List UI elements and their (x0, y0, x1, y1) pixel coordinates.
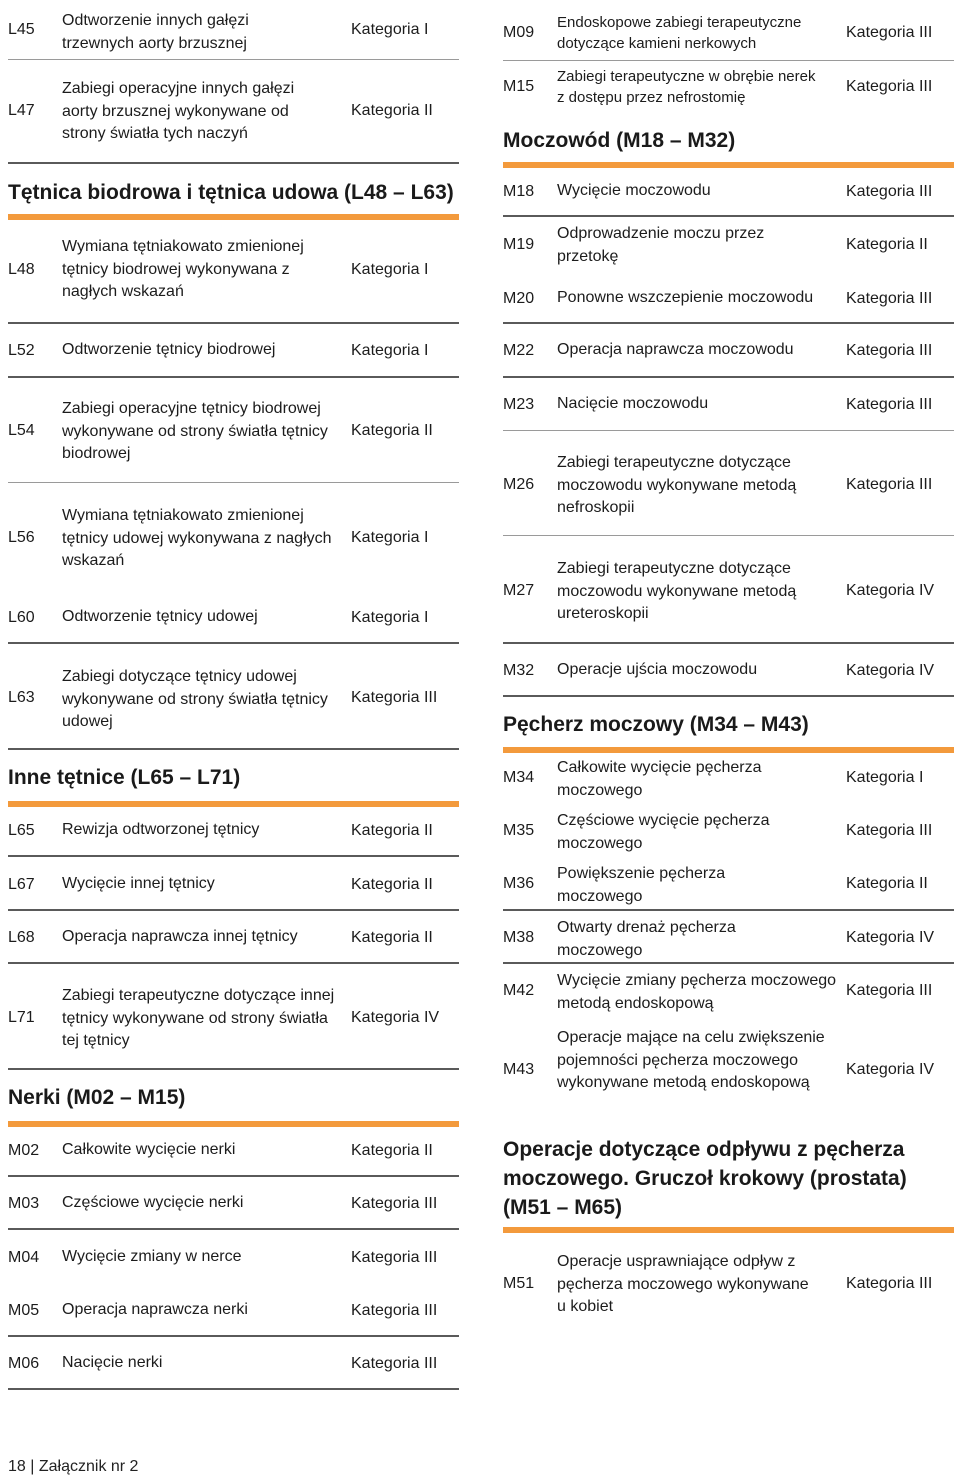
section-heading: Operacje dotyczące odpływu z pęcherza moczowego. Gruczoł krokowy (prostata) (M51 – M65) (503, 1138, 907, 1219)
procedure-category: Kategoria I (351, 261, 429, 278)
procedure-category: Kategoria I (351, 609, 429, 626)
section-divider (8, 1228, 459, 1230)
section-accent-bar (8, 214, 459, 220)
procedure-category: Kategoria III (351, 689, 438, 706)
procedure-description: Całkowite wycięcie pęcherza moczowego (557, 759, 762, 799)
section-divider (8, 855, 459, 857)
procedure-category: Kategoria IV (846, 662, 935, 679)
section-divider (8, 748, 459, 750)
procedure-description: Endoskopowe zabiegi terapeutyczne dotyczące kamieni nerkowych (557, 14, 802, 52)
section-divider (8, 909, 459, 911)
procedure-description: Operacja naprawcza moczowodu (557, 341, 794, 358)
procedure-description: Powiększenie pęcherza moczowego (557, 865, 726, 905)
section-divider (8, 322, 459, 324)
procedure-code: M02 (8, 1142, 40, 1159)
procedure-code: L63 (8, 689, 35, 706)
section-accent-bar (8, 801, 459, 807)
procedure-category: Kategoria I (846, 769, 924, 786)
procedure-code: M03 (8, 1195, 40, 1212)
procedure-description: Odtworzenie tętnicy udowej (62, 608, 258, 625)
section-heading: Pęcherz moczowy (M34 – M43) (503, 713, 809, 736)
section-divider (8, 1068, 459, 1070)
procedure-code: L47 (8, 102, 35, 119)
procedure-code: M35 (503, 822, 535, 839)
procedure-code: L67 (8, 876, 35, 893)
procedure-description: Częściowe wycięcie nerki (62, 1194, 244, 1211)
section-accent-bar (503, 747, 954, 753)
section-divider (503, 322, 954, 324)
row-divider (8, 59, 459, 60)
procedure-code: M43 (503, 1061, 535, 1078)
procedure-code: M51 (503, 1275, 535, 1292)
procedure-category: Kategoria III (846, 476, 933, 493)
procedure-code: M27 (503, 582, 535, 599)
procedure-description: Wycięcie zmiany pęcherza moczowego metodą endoskopową (557, 972, 837, 1012)
procedure-category: Kategoria IV (351, 1009, 440, 1026)
procedure-category: Kategoria III (846, 78, 933, 95)
section-heading: Inne tętnice (L65 – L71) (8, 766, 241, 789)
procedure-description: Operacje mające na celu zwiększenie pojemności pęcherza moczowego wykonywane metodą endoskopową (557, 1029, 825, 1091)
procedure-code: L71 (8, 1009, 35, 1026)
procedure-category: Kategoria II (351, 822, 433, 839)
procedure-category: Kategoria II (351, 422, 433, 439)
procedure-code: M38 (503, 929, 535, 946)
procedure-description: Nacięcie moczowodu (557, 395, 709, 412)
procedure-category: Kategoria IV (846, 929, 935, 946)
procedure-code: L68 (8, 929, 35, 946)
section-divider (8, 1335, 459, 1337)
section-accent-bar (503, 162, 954, 168)
procedure-category: Kategoria III (846, 290, 933, 307)
procedure-description: Nacięcie nerki (62, 1354, 163, 1371)
procedure-code: M06 (8, 1355, 40, 1372)
procedure-category: Kategoria II (351, 1142, 433, 1159)
section-heading: Nerki (M02 – M15) (8, 1086, 186, 1109)
page-number: 18 (8, 1458, 26, 1475)
procedure-description: Ponowne wszczepienie moczowodu (557, 289, 814, 306)
section-divider (503, 962, 954, 964)
procedure-code: M18 (503, 183, 535, 200)
procedure-category: Kategoria III (351, 1195, 438, 1212)
procedure-category: Kategoria III (351, 1249, 438, 1266)
procedure-category: Kategoria III (846, 24, 933, 41)
section-divider (503, 909, 954, 911)
procedure-code: M09 (503, 24, 535, 41)
procedure-description: Operacja naprawcza innej tętnicy (62, 928, 298, 945)
procedure-code: M36 (503, 875, 535, 892)
section-divider (503, 695, 954, 697)
section-divider (8, 1388, 459, 1390)
procedure-category: Kategoria I (351, 529, 429, 546)
section-accent-bar (503, 1227, 954, 1233)
procedure-description: Zabiegi dotyczące tętnicy udowej wykonywane od strony światła tętnicy udowej (62, 668, 328, 730)
procedure-code: L56 (8, 529, 35, 546)
procedure-description: Zabiegi terapeutyczne w obrębie nerek z dostępu przez nefrostomię (557, 68, 816, 106)
procedure-code: L54 (8, 422, 35, 439)
section-divider (503, 215, 954, 217)
procedure-description: Zabiegi operacyjne tętnicy biodrowej wykonywane od strony światła tętnicy biodrowej (62, 400, 328, 462)
procedure-description: Całkowite wycięcie nerki (62, 1141, 236, 1158)
procedure-description: Zabiegi terapeutyczne dotyczące moczowodu wykonywane metodą nefroskopii (557, 454, 797, 516)
section-heading: Tętnica biodrowa i tętnica udowa (L48 – L63) (8, 181, 454, 204)
procedure-category: Kategoria III (846, 982, 933, 999)
procedure-code: M20 (503, 290, 535, 307)
procedure-code: M42 (503, 982, 535, 999)
procedure-description: Zabiegi terapeutyczne dotyczące innej tętnicy wykonywane od strony światła tej tętnicy (62, 987, 335, 1049)
procedure-description: Wycięcie zmiany w nerce (62, 1248, 242, 1265)
row-divider (503, 60, 954, 61)
procedure-code: L65 (8, 822, 35, 839)
procedure-description: Zabiegi terapeutyczne dotyczące moczowodu wykonywane metodą ureteroskopii (557, 560, 797, 622)
procedure-category: Kategoria III (846, 822, 933, 839)
procedure-description: Operacja naprawcza nerki (62, 1301, 248, 1318)
procedure-category: Kategoria I (351, 21, 429, 38)
procedure-category: Kategoria III (846, 183, 933, 200)
procedure-code: M05 (8, 1302, 40, 1319)
section-heading: Moczowód (M18 – M32) (503, 129, 736, 152)
procedure-code: M32 (503, 662, 535, 679)
procedure-code: M22 (503, 342, 535, 359)
procedure-description: Wymiana tętniakowato zmienionej tętnicy biodrowej wykonywana z nagłych wskazań (62, 238, 304, 300)
section-divider (503, 376, 954, 378)
procedure-category: Kategoria III (846, 342, 933, 359)
section-divider (8, 642, 459, 644)
procedure-description: Wycięcie moczowodu (557, 182, 711, 199)
procedure-category: Kategoria II (846, 236, 928, 253)
procedure-category: Kategoria I (351, 342, 429, 359)
procedure-category: Kategoria III (351, 1302, 438, 1319)
row-divider (8, 482, 459, 483)
procedure-code: L48 (8, 261, 35, 278)
section-divider (503, 642, 954, 644)
procedure-description: Odtworzenie innych gałęzi trzewnych aorty brzusznej (62, 12, 249, 52)
procedure-description: Wymiana tętniakowato zmienionej tętnicy udowej wykonywana z nagłych wskazań (62, 507, 332, 569)
procedure-description: Wycięcie innej tętnicy (62, 875, 215, 892)
procedure-code: L45 (8, 21, 35, 38)
page-footer (8, 1458, 138, 1476)
section-divider (8, 376, 459, 378)
procedure-category: Kategoria IV (846, 1061, 935, 1078)
procedure-code: M15 (503, 78, 535, 95)
section-divider (8, 162, 459, 164)
procedure-code: M04 (8, 1249, 40, 1266)
procedure-code: L52 (8, 342, 35, 359)
procedure-description: Otwarty drenaż pęcherza moczowego (557, 919, 736, 959)
row-divider (503, 430, 954, 431)
section-divider (8, 962, 459, 964)
procedure-code: M23 (503, 396, 535, 413)
procedure-code: M26 (503, 476, 535, 493)
procedure-category: Kategoria II (846, 875, 928, 892)
procedure-category: Kategoria III (351, 1355, 438, 1372)
procedure-description: Operacje ujścia moczowodu (557, 661, 758, 678)
section-divider (8, 1175, 459, 1177)
procedure-category: Kategoria II (351, 929, 433, 946)
procedure-code: L60 (8, 609, 35, 626)
procedure-description: Rewizja odtworzonej tętnicy (62, 821, 260, 838)
procedure-description: Operacje usprawniające odpływ z pęcherza moczowego wykonywane u kobiet (557, 1253, 809, 1315)
procedure-description: Odprowadzenie moczu przez przetokę (557, 225, 765, 265)
procedure-code: M34 (503, 769, 535, 786)
procedure-description: Zabiegi operacyjne innych gałęzi aorty brzusznej wykonywane od strony światła tych naczyń (62, 80, 295, 142)
procedure-category: Kategoria IV (846, 582, 935, 599)
procedure-code: M19 (503, 236, 535, 253)
procedure-category: Kategoria II (351, 876, 433, 893)
procedure-description: Częściowe wycięcie pęcherza moczowego (557, 812, 770, 852)
section-accent-bar (8, 1121, 459, 1127)
annex-label: Załącznik nr 2 (38, 1458, 139, 1475)
row-divider (503, 535, 954, 536)
procedure-category: Kategoria III (846, 396, 933, 413)
procedure-category: Kategoria III (846, 1275, 933, 1292)
footer-separator: | (30, 1458, 35, 1475)
procedure-category: Kategoria II (351, 102, 433, 119)
procedure-description: Odtworzenie tętnicy biodrowej (62, 341, 276, 358)
